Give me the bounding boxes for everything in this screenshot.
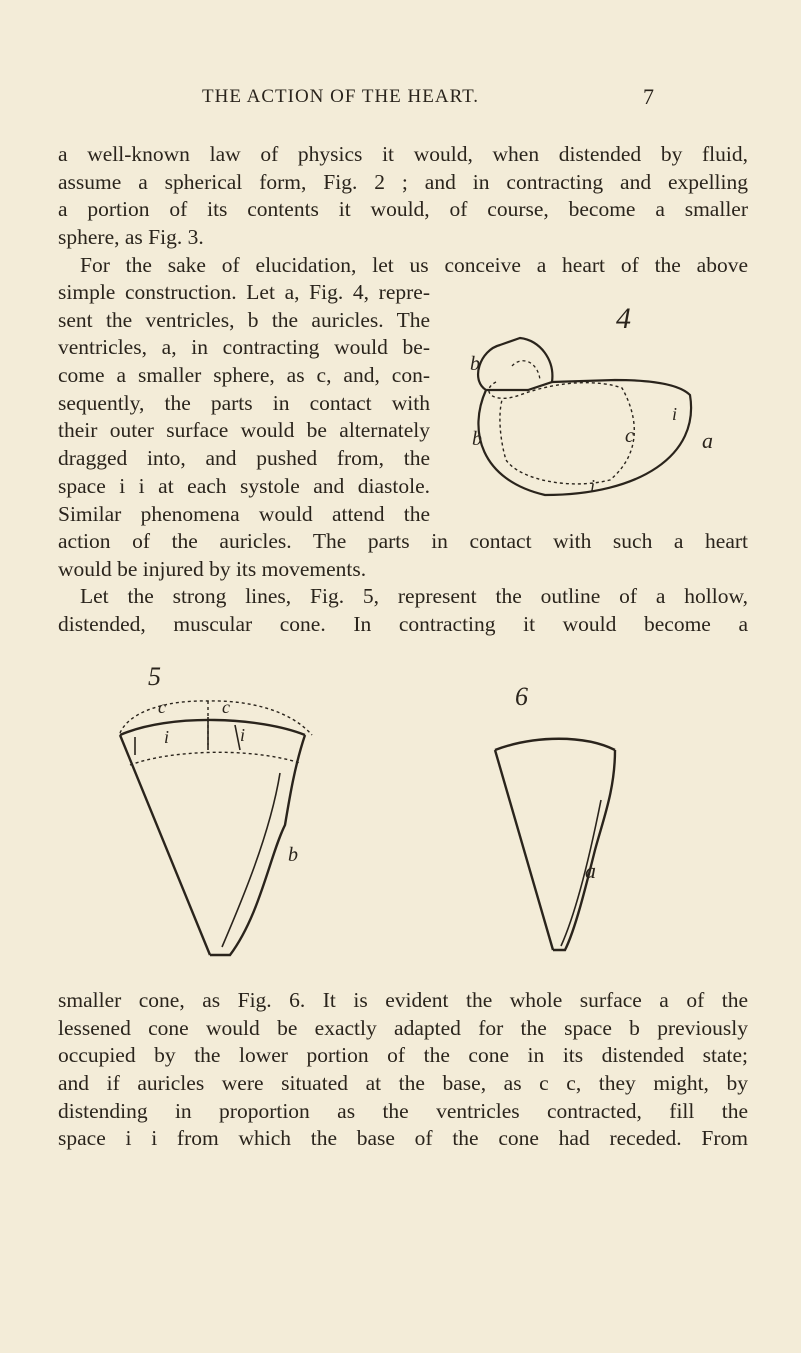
fig4-label-b-top: b [470, 353, 480, 375]
auricle-dome-dotted [120, 701, 312, 735]
figure-6-number: 6 [515, 682, 528, 711]
figure-4-number: 4 [616, 302, 631, 335]
auricle-walls [135, 717, 240, 755]
text-line: assume a spherical form, Fig. 2 ; and in contracting and expelling [58, 169, 748, 194]
text-line: their outer surface would be alternately [58, 418, 430, 443]
text-line: Let the strong lines, Fig. 5, represent the outline of a hollow, [80, 584, 748, 609]
fig5-label-c-left: c [158, 697, 166, 717]
text-line: a portion of its contents it would, of course, become a smaller [58, 197, 748, 222]
text-line: distended, muscular cone. In contracting it would become a [58, 612, 748, 637]
cone-base [120, 720, 305, 735]
text-line: ventricles, a, in contracting would be- [58, 335, 430, 360]
cone-base [495, 739, 615, 750]
figure-5 [100, 655, 340, 965]
figure-4 [440, 270, 740, 520]
text-line: would be injured by its movements. [58, 556, 367, 581]
text-line: sphere, as Fig. 3. [58, 225, 204, 250]
text-line: space i i from which the base of the cone had receded. From [58, 1126, 748, 1151]
fig4-label-c: c [625, 425, 634, 447]
fig5-label-c-right: c [222, 697, 230, 717]
text-line: lessened cone would be exactly adapted for the space b previously [58, 1015, 748, 1040]
text-line: space i i at each systole and diastole. [58, 473, 430, 498]
running-title: THE ACTION OF THE HEART. [202, 86, 480, 107]
text-line: Similar phenomena would attend the [58, 501, 430, 526]
fig5-label-b: b [288, 844, 298, 866]
fig5-label-i-right: i [240, 725, 246, 745]
fig4-label-i-bottom: i [590, 476, 596, 496]
paragraph-2-wrapped [58, 279, 430, 528]
figure-6 [475, 680, 675, 965]
contracted-sphere-outline [489, 382, 634, 484]
fig4-label-i-right: i [672, 404, 678, 424]
auricle-outline [478, 338, 552, 390]
text-line: occupied by the lower portion of the cone in its distended state; [58, 1043, 748, 1068]
text-line: sent the ventricles, b the auricles. The [58, 307, 430, 332]
paragraph-4 [58, 987, 748, 1153]
text-line: For the sake of elucidation, let us conceive a heart of the above [80, 252, 748, 277]
fig4-label-b-mid: b [472, 428, 482, 450]
paragraph-2-rest [58, 528, 748, 639]
fig4-label-a: a [702, 428, 713, 453]
text-line: a well-known law of physics it would, when distended by fluid, [58, 142, 748, 166]
text-line: distending in proportion as the ventricles contracted, fill the [58, 1098, 748, 1123]
paragraph-1 [58, 141, 748, 279]
running-header [0, 86, 801, 116]
page-number: 7 [643, 84, 655, 109]
text-line: smaller cone, as Fig. 6. It is evident the whole surface a of the [58, 988, 748, 1012]
cone-left-side [495, 750, 553, 950]
text-line: simple construction. Let a, Fig. 4, repre- [58, 280, 430, 304]
figure-5-number: 5 [148, 662, 161, 691]
fig5-label-i-left: i [164, 727, 170, 747]
text-line: and if auricles were situated at the base, as c c, they might, by [58, 1071, 748, 1096]
text-line: dragged into, and pushed from, the [58, 446, 430, 471]
inner-auricle-dotted [512, 361, 540, 380]
cone-left-side [120, 735, 210, 955]
text-line: action of the auricles. The parts in contact with such a heart [58, 529, 748, 553]
cone-right-side [553, 750, 615, 950]
text-line: come a smaller sphere, as c, and, con- [58, 363, 430, 388]
text-line: sequently, the parts in contact with [58, 390, 430, 415]
contracted-base-dotted [130, 752, 300, 765]
fig6-label-a: a [585, 858, 596, 883]
